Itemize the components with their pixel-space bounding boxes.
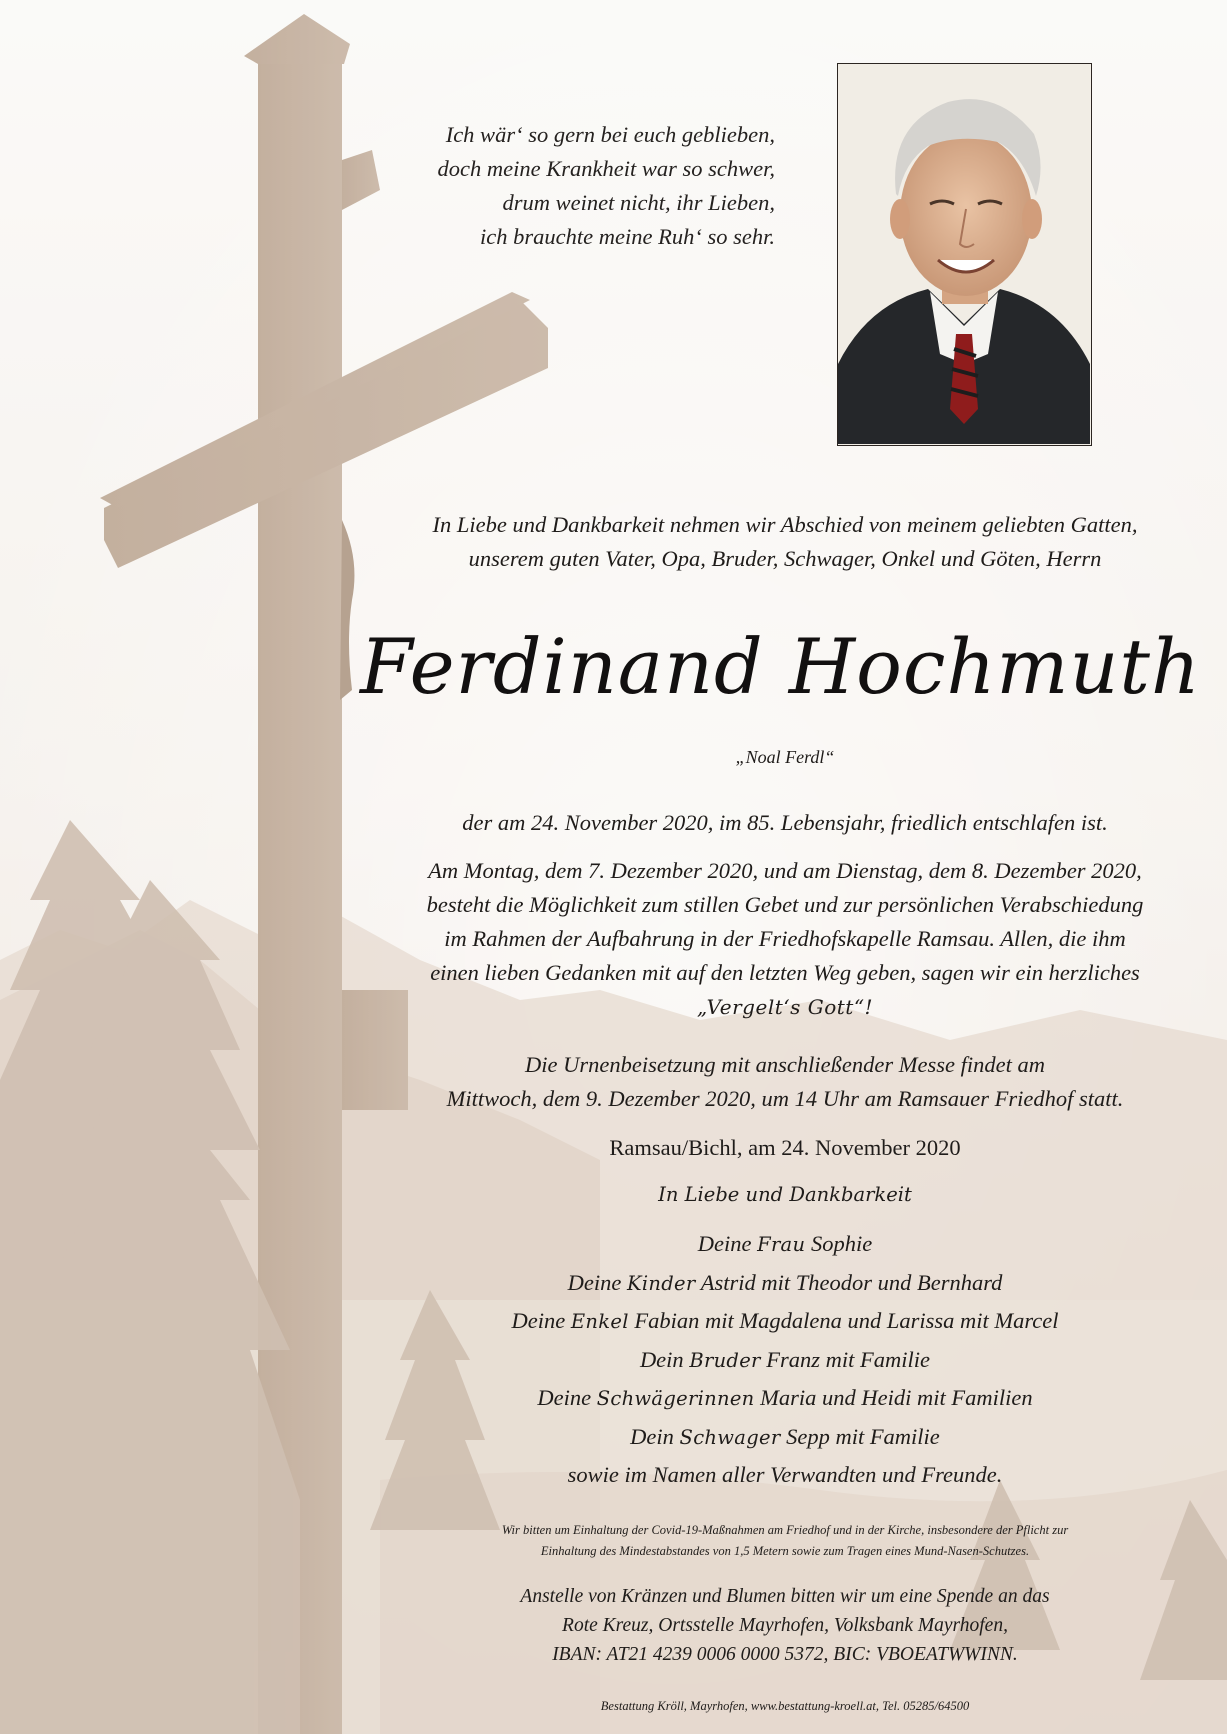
poem-line: ich brauchte meine Ruh‘ so sehr. [480,224,775,249]
wake-line: einen lieben Gedanken mit auf den letzten Weg geben, sagen wir ein herzliches [430,960,1140,985]
donation-line: Rote Kreuz, Ortsstelle Mayrhofen, Volksbank Mayrhofen, [562,1615,1008,1636]
covid-line: Einhaltung des Mindestabstandes von 1,5 Metern sowie zum Tragen eines Mund-Nasen-Schutzes. [540,1544,1030,1558]
intro-line: unserem guten Vater, Opa, Bruder, Schwager, Onkel und Göten, Herrn [468,546,1102,571]
family-relation: Schwägerinnen [596,1387,755,1410]
urn-line: Die Urnenbeisetzung mit anschließender Messe findet am [525,1052,1045,1077]
family-names: Franz mit Familie [766,1346,931,1372]
wake-paragraph [345,854,1225,1024]
donation-line: IBAN: AT21 4239 0006 0000 5372, BIC: VBOEATWWINN. [552,1644,1018,1665]
family-prefix: Deine [511,1308,566,1333]
family-names: Astrid mit Theodor und Bernhard [700,1269,1003,1295]
funeral-home-footer: Bestattung Kröll, Mayrhofen, www.bestattung-kroell.at, Tel. 05285/64500 [600,1699,970,1713]
family-prefix: Deine [697,1231,752,1256]
portrait-photo [837,63,1092,446]
deceased-name: Ferdinand Hochmuth [360,622,1201,711]
family-prefix: Dein [639,1346,684,1372]
family-relation: Kinder [626,1271,696,1295]
vergelts-gott: „Vergelt‘s Gott“! [696,995,874,1019]
urn-line: Mittwoch, dem 9. Dezember 2020, um 14 Uhr am Ramsauer Friedhof statt. [446,1086,1124,1111]
family-closing-line: sowie im Namen aller Verwandten und Freunde. [567,1462,1003,1487]
family-names: Sepp mit Familie [786,1423,940,1449]
family-line [345,1379,1225,1418]
poem [355,118,775,254]
wake-line: im Rahmen der Aufbahrung in der Friedhofskapelle Ramsau. Allen, die ihm [444,926,1126,951]
family-list [345,1225,1225,1494]
family-relation: Schwager [679,1425,781,1449]
poem-line: doch meine Krankheit war so schwer, [437,156,775,181]
wake-line: besteht die Möglichkeit zum stillen Gebet und zur persönlichen Verabschiedung [426,892,1144,917]
family-prefix: Deine [567,1269,622,1295]
deceased-nickname: „Noal Ferdl“ [735,747,835,767]
family-relation: Frau [757,1233,806,1256]
family-line [345,1418,1225,1457]
family-names: Maria und Heidi mit Familien [760,1385,1033,1410]
poem-line: Ich wär‘ so gern bei euch geblieben, [445,122,775,147]
donation-line: Anstelle von Kränzen und Blumen bitten wir um eine Spende an das [520,1586,1050,1607]
intro-line: In Liebe und Dankbarkeit nehmen wir Abschied von meinem geliebten Gatten, [432,512,1138,537]
family-prefix: Dein [630,1423,674,1449]
covid-line: Wir bitten um Einhaltung der Covid-19-Maßnahmen am Friedhof und in der Kirche, insbesondere der Pflicht zur [501,1523,1069,1537]
place-date: Ramsau/Bichl, am 24. November 2020 [609,1135,961,1160]
family-line [345,1302,1225,1341]
family-line [345,1341,1225,1380]
family-line [345,1264,1225,1303]
death-line: der am 24. November 2020, im 85. Lebensjahr, friedlich entschlafen ist. [462,810,1108,835]
donation-notice [345,1582,1225,1669]
family-prefix: Deine [537,1385,592,1410]
family-relation: Enkel [570,1310,629,1333]
family-line [345,1225,1225,1264]
family-relation: Bruder [689,1348,761,1372]
intro-text [345,508,1225,576]
poem-line: drum weinet nicht, ihr Lieben, [502,190,775,215]
closing-phrase: In Liebe und Dankbarkeit [658,1183,912,1206]
family-names: Sophie [810,1231,873,1256]
urn-burial-paragraph [345,1048,1225,1116]
wake-line: Am Montag, dem 7. Dezember 2020, und am Dienstag, dem 8. Dezember 2020, [428,858,1142,883]
covid-notice [345,1520,1225,1562]
family-names: Fabian mit Magdalena und Larissa mit Marcel [634,1308,1059,1333]
